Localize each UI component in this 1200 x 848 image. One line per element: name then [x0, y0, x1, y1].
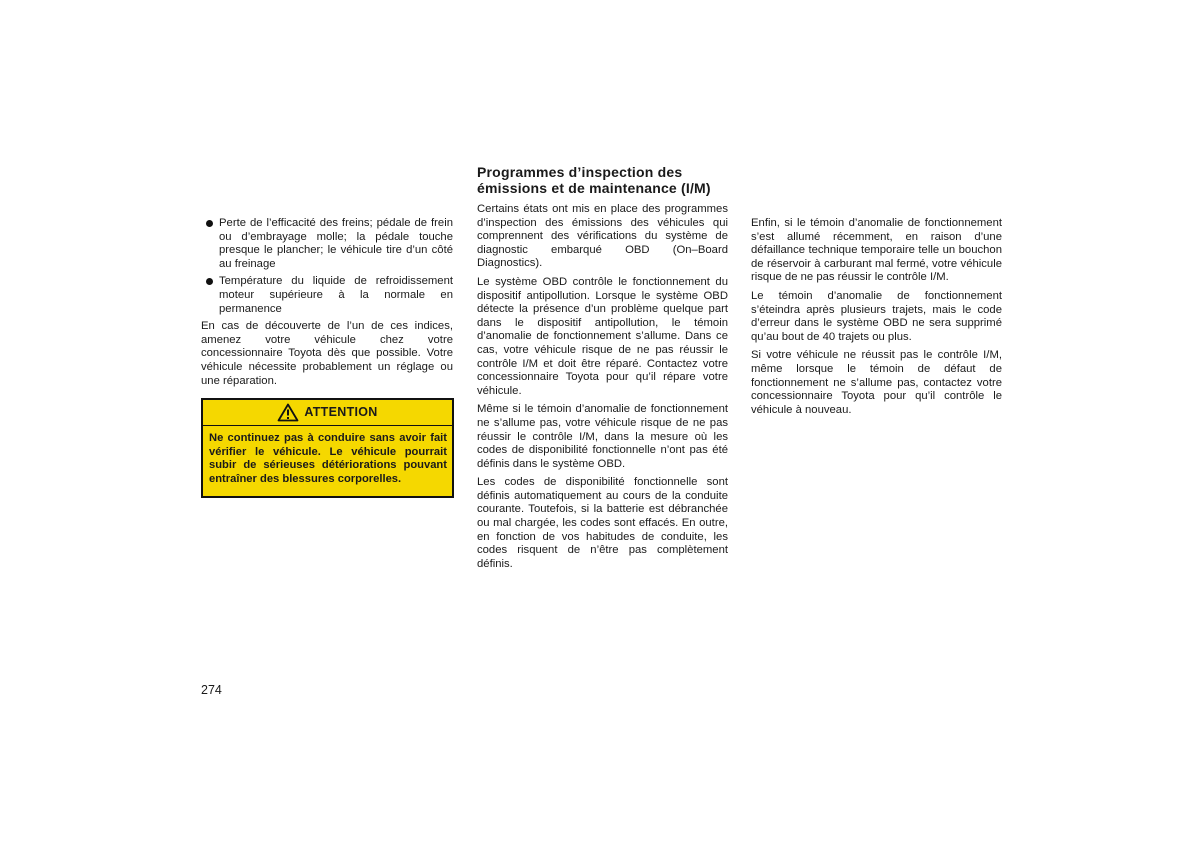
body-paragraph: Certains états ont mis en place des programmes d’inspection des émissions des véhicules qui comprennent des vérifications du système de diagnostic embarqué OBD (On–Board Diagnostics). [477, 203, 728, 270]
left-column [201, 217, 453, 498]
attention-header [203, 400, 452, 426]
body-paragraph: Le témoin d’anomalie de fonctionnement s’éteindra après plusieurs trajets, mais le code d’erreur dans le système OBD ne sera supprimé qu’au bout de 40 trajets ou plus. [751, 289, 1002, 343]
list-item-text: Perte de l’efficacité des freins; pédale de frein ou d’embrayage molle; la pédale touche presque le plancher; le véhicule tire d’un côté au freinage [219, 217, 453, 270]
symptom-list [201, 217, 453, 316]
body-paragraph: Les codes de disponibilité fonctionnelle sont définis automatiquement au cours de la conduite courante. Toutefois, si la batterie est débranchée ou mal chargée, les codes sont effacés. En outre, en fonction de vos habitudes de conduite, les codes risquent de n’être pas complètement définis. [477, 476, 728, 570]
body-paragraph: Si votre véhicule ne réussit pas le contrôle I/M, même lorsque le témoin de défaut de fonctionnement ne s’allume pas, contactez votre concessionnaire Toyota pour qu’il contrôle le véhicule à nouveau. [751, 349, 1002, 416]
advice-paragraph: En cas de découverte de l’un de ces indices, amenez votre véhicule chez votre concessionnaire Toyota dès que possible. Votre véhicule nécessite probablement un réglage ou une réparation. [201, 320, 453, 387]
attention-box [201, 398, 454, 497]
bullet-icon [206, 220, 213, 227]
list-item [201, 275, 453, 316]
attention-text: Ne continuez pas à conduire sans avoir fait vérifier le véhicule. Le véhicule pourrait subir de sérieuses détériorations pouvant entraîner des blessures corporelles. [209, 432, 447, 485]
page-number: 274 [201, 683, 222, 697]
right-column [751, 217, 1002, 422]
attention-title: ATTENTION [304, 404, 378, 419]
list-item [201, 217, 453, 271]
body-paragraph: Même si le témoin d’anomalie de fonctionnement ne s’allume pas, votre véhicule risque de ne pas réussir le contrôle I/M, dans la mesure où les codes de disponibilité fonctionnelle n’ont pas été définis dans le système OBD. [477, 403, 728, 470]
middle-column [477, 164, 728, 576]
bullet-icon [206, 278, 213, 285]
body-paragraph: Le système OBD contrôle le fonctionnement du dispositif antipollution. Lorsque le système OBD détecte la présence d’un problème quelque part dans le dispositif antipollution, le témoin d’anomalie de fonctionnement s’allume. Dans ce cas, votre véhicule risque de ne pas réussir le contrôle I/M et doit être réparé. Contactez votre concessionnaire Toyota pour qu’il répare votre véhicule. [477, 275, 728, 397]
warning-triangle-icon [277, 403, 299, 422]
body-paragraph: Enfin, si le témoin d’anomalie de fonctionnement s’est allumé récemment, en raison d’une défaillance technique temporaire telle un bouchon de réservoir à carburant mal fermé, votre véhicule risque de ne pas réussir le contrôle I/M. [751, 217, 1002, 284]
list-item-text: Température du liquide de refroidissement moteur supérieure à la normale en permanence [219, 275, 453, 315]
section-title: Programmes d’inspection des émissions et de maintenance (I/M) [477, 164, 711, 196]
